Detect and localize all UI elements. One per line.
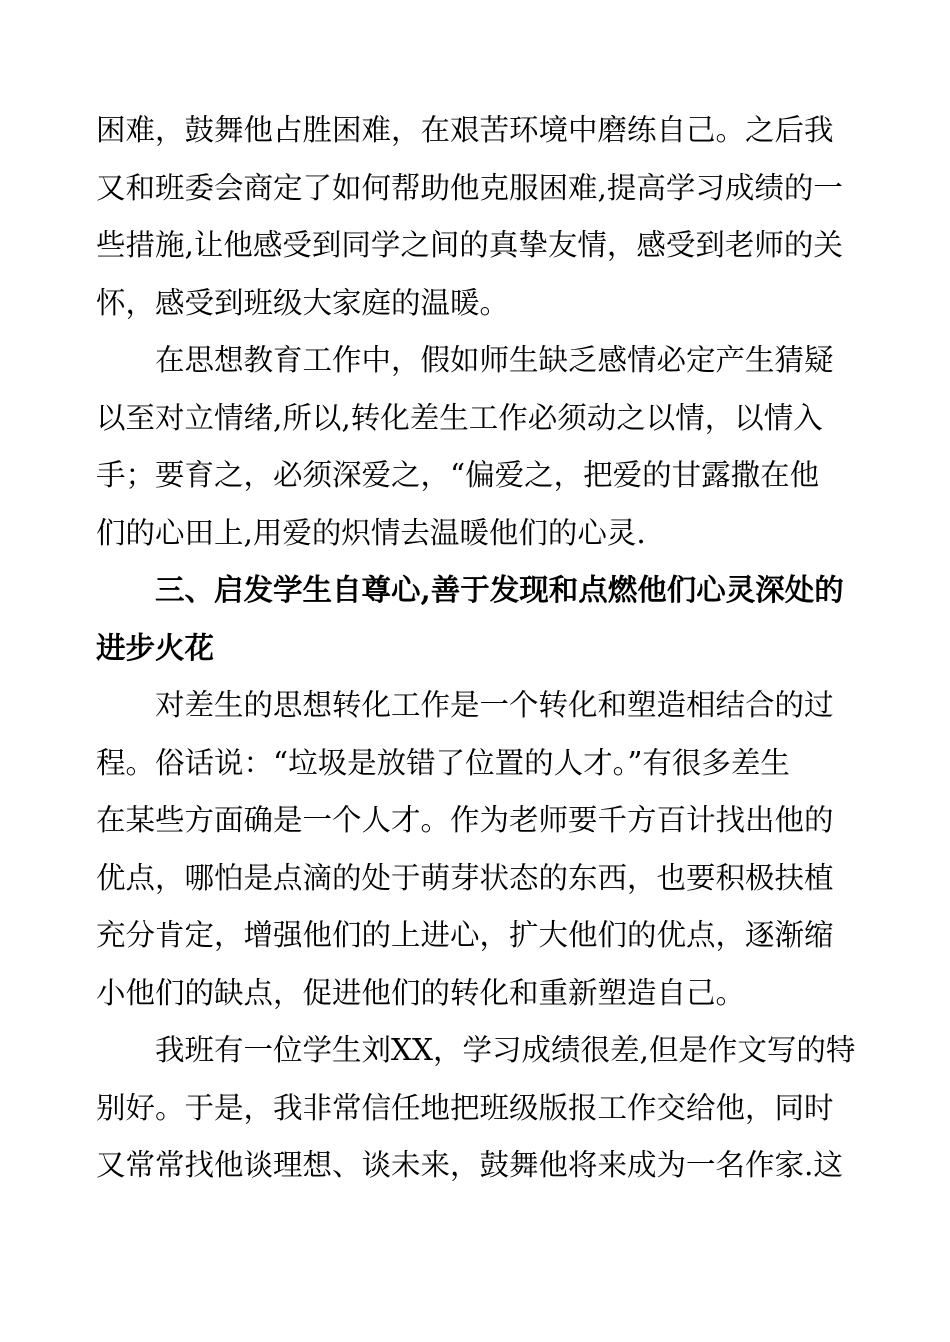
- text-line: 在思想教育工作中，假如师生缺乏感情必定产生猜疑: [96, 343, 834, 377]
- text-line: 又常常找他谈理想、谈未来，鼓舞他将来成为一名作家.这: [96, 1148, 843, 1182]
- text-line: 们的心田上,用爱的炽情去温暖他们的心灵.: [96, 515, 646, 550]
- text-line: 我班有一位学生刘XX，学习成绩很差,但是作文写的特: [96, 1033, 856, 1067]
- text-line: 小他们的缺点，促进他们的转化和重新塑造自己。: [96, 975, 746, 1010]
- text-line: 优点，哪怕是点滴的处于萌芽状态的东西，也要积极扶植: [96, 860, 834, 895]
- text-line: 充分肯定，增强他们的上进心，扩大他们的优点，逐渐缩: [96, 918, 834, 952]
- section-heading-line: 三、启发学生自尊心,善于发现和点燃他们心灵深处的: [96, 572, 844, 607]
- text-line: 些措施,让他感受到同学之间的真挚友情，感受到老师的关: [96, 228, 843, 262]
- text-line: 怀，感受到班级大家庭的温暖。: [96, 285, 510, 320]
- text-line: 手；要育之，必须深爱之，“偏爱之，把爱的甘露撒在他: [96, 458, 820, 492]
- text-line: 以至对立情绪,所以,转化差生工作必须动之以情，以情入: [96, 400, 823, 435]
- section-heading-line: 进步火花: [96, 629, 215, 665]
- text-line: 对差生的思想转化工作是一个转化和塑造相结合的过: [96, 688, 834, 722]
- text-line: 困难，鼓舞他占胜困难，在艰苦环境中磨练自己。之后我: [96, 113, 834, 147]
- text-line: 程。俗话说：“垃圾是放错了位置的人才。”有很多差生: [96, 745, 790, 780]
- text-line: 在某些方面确是一个人才。作为老师要千方百计找出他的: [96, 803, 834, 837]
- text-line: 又和班委会商定了如何帮助他克服困难,提高学习成绩的一: [96, 170, 843, 205]
- document-page: [96, 111, 856, 1204]
- text-line: 别好。于是，我非常信任地把班级版报工作交给他，同时: [96, 1090, 834, 1125]
